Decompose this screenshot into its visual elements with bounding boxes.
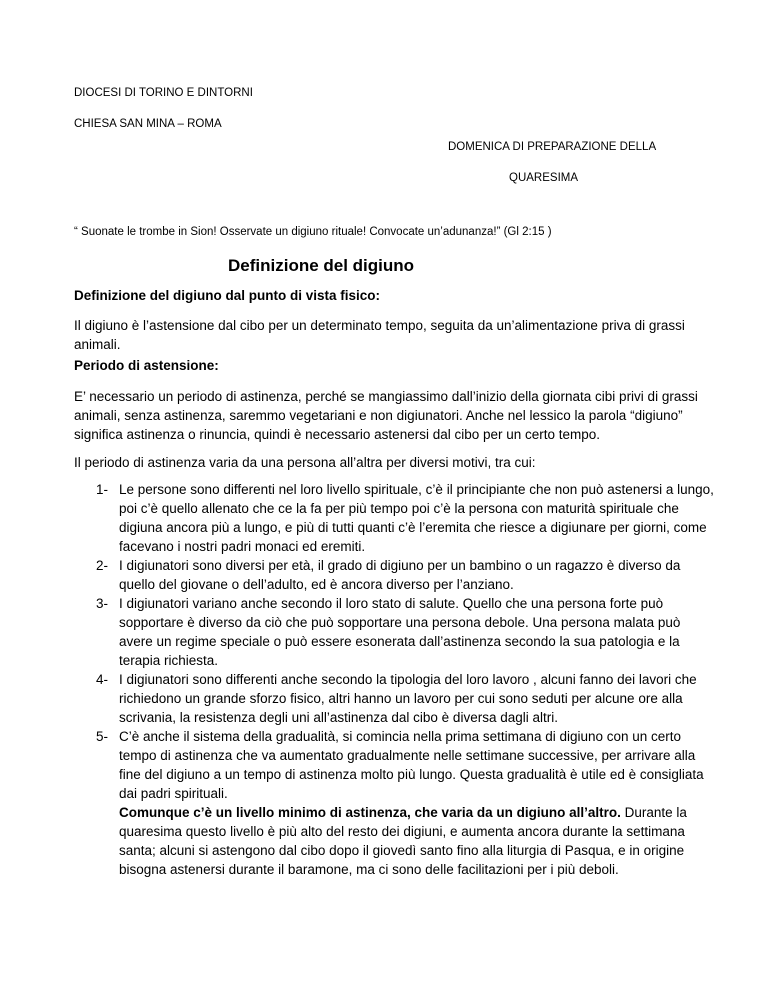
sunday-title-line1: DOMENICA DI PREPARAZIONE DELLA xyxy=(448,141,657,153)
list-item xyxy=(74,670,714,727)
list-item-number: 2- xyxy=(96,558,109,573)
list-item-number: 4- xyxy=(96,672,109,687)
physical-definition-text: Il digiuno è l’astensione dal cibo per un determinato tempo, seguita da un’alimentazione priva di grassi animali. xyxy=(74,318,685,352)
list-item-text: I digiunatori variano anche secondo il loro stato di salute. Quello che una persona forte può sopportare è diverso da ciò che può sopportare una persona debole. Una persona malata può avere un regime speciale o può essere esonerata dall’astinenza secondo la sua patologia e la terapia richiesta. xyxy=(119,596,681,668)
sunday-title-line2: QUARESIMA xyxy=(509,172,579,184)
reasons-list xyxy=(74,480,714,879)
bible-quote: “ Suonate le trombe in Sion! Osservate un digiuno rituale! Convocate un’adunanza!” (Gl 2:15 ) xyxy=(74,226,552,238)
minimum-level-statement: Comunque c’è un livello minimo di astinenza, che varia da un digiuno all’altro. xyxy=(119,805,621,820)
page-title: Definizione del digiuno xyxy=(228,256,415,275)
period-text: E’ necessario un periodo di astinenza, perché se mangiassimo dall’inizio della giornata cibi privi di grassi animali, senza astinenza, saremmo vegetariani e non digiunatori. Anche nel lessico la parola “digiuno” significa astinenza o rinuncia, quindi è necessario astenersi dal cibo per un certo tempo. xyxy=(74,389,698,442)
list-item-text: I digiunatori sono differenti anche secondo la tipologia del loro lavoro , alcuni fanno dei lavori che richiedono un grande sforzo fisico, altri hanno un lavoro per cui sono seduti per alcune ore alla scrivania, la resistenza degli uni all’astinenza dal cibo è diversa dagli altri. xyxy=(119,672,697,725)
list-item xyxy=(74,594,714,670)
section-heading-period: Periodo di astensione: xyxy=(74,358,219,373)
list-item-text: C’è anche il sistema della gradualità, si comincia nella prima settimana di digiuno con un certo tempo di astinenza che va aumentato gradualmente nelle settimane successive, per arrivare alla fine del digiuno a un tempo di astinenza molto più lungo. Questa gradualità è utile ed è consigliata dai padri spirituali. xyxy=(119,729,704,801)
section-heading-physical: Definizione del digiuno dal punto di vista fisico: xyxy=(74,288,381,303)
list-item-number: 1- xyxy=(96,482,109,497)
list-item xyxy=(74,556,714,594)
church-name: CHIESA SAN MINA – ROMA xyxy=(74,118,222,130)
list-item xyxy=(74,480,714,556)
list-item-text-continued: Durante la quaresima questo livello è più alto del resto dei digiuni, e aumenta ancora durante la settimana santa; alcuni si astengono dal cibo dopo il giovedì santo fino alla liturgia di Pasqua, e in origine bisogna astenersi durante il baramone, ma ci sono delle facilitazioni per i più deboli. xyxy=(119,805,687,877)
list-item-number: 5- xyxy=(96,729,109,744)
varies-text: Il periodo di astinenza varia da una persona all’altra per diversi motivi, tra cui: xyxy=(74,455,536,470)
list-item-text: I digiunatori sono diversi per età, il grado di digiuno per un bambino o un ragazzo è diverso da quello del giovane o dell’adulto, ed è ancora diverso per l’anziano. xyxy=(119,558,681,592)
list-item xyxy=(74,727,714,879)
diocese-name: DIOCESI DI TORINO E DINTORNI xyxy=(74,87,253,99)
list-item-number: 3- xyxy=(96,596,109,611)
list-item-text: Le persone sono differenti nel loro livello spirituale, c’è il principiante che non può astenersi a lungo, poi c’è quello allenato che ce la fa per più tempo poi c’è la persona con maturità spirituale che digiuna ancora più a lungo, e più di tutti quanti c’è l’eremita che riesce a digiunare per giorni, come facevano i nostri padri monaci ed eremiti. xyxy=(119,482,714,554)
